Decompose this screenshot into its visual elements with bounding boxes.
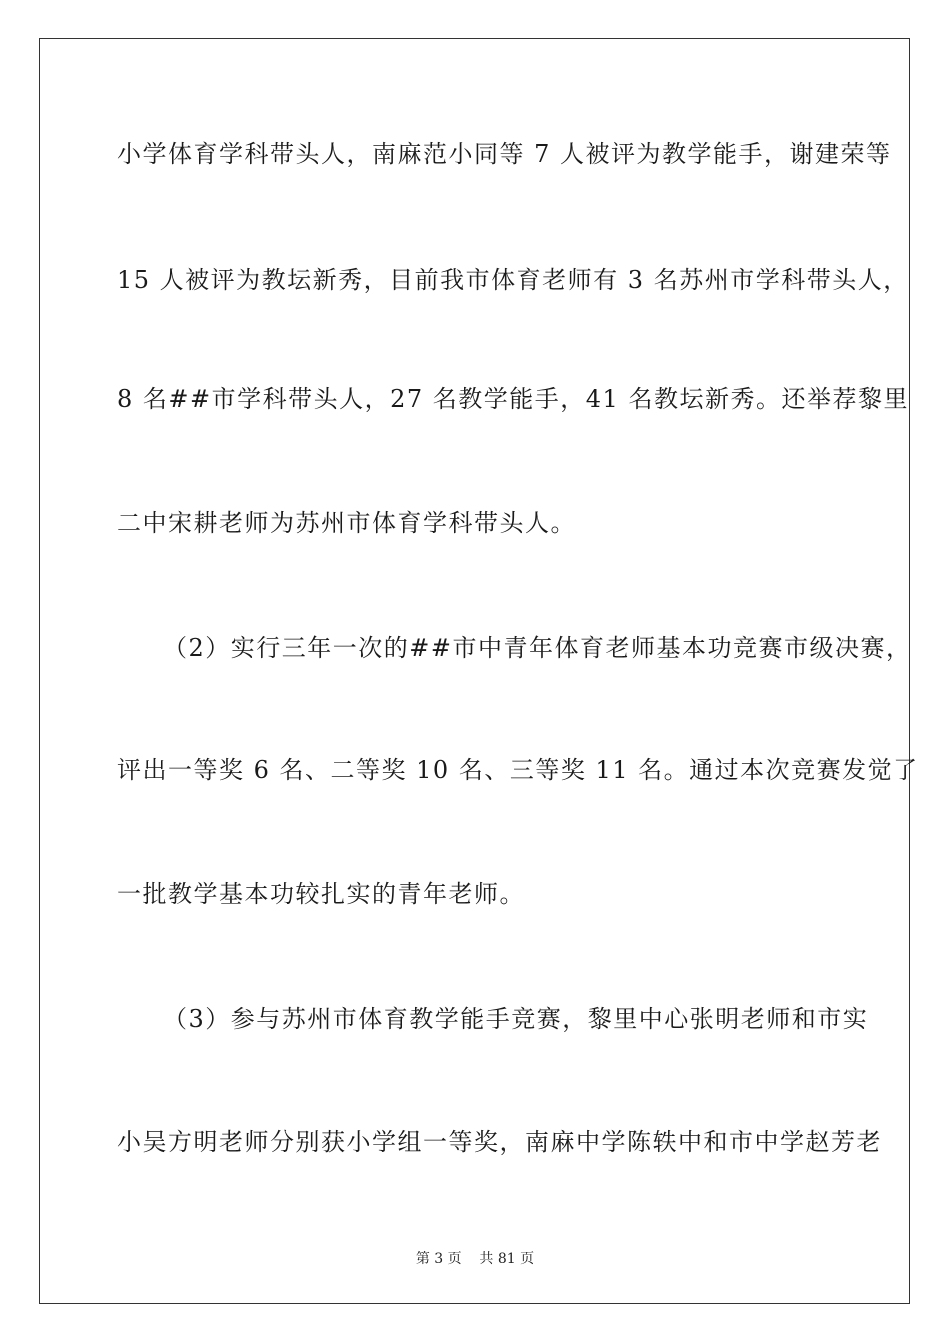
text-line: 小学体育学科带头人，南麻范小同等 7 人被评为教学能手，谢建荣等: [117, 140, 892, 168]
page-number-footer: 第 3 页 共 81 页: [415, 1251, 535, 1267]
text-line: 二中宋耕老师为苏州市体育学科带头人。: [117, 509, 576, 537]
text-line: 8 名##市学科带头人，27 名教学能手，41 名教坛新秀。还举荐黎里: [117, 385, 909, 413]
text-line: 小吴方明老师分别获小学组一等奖，南麻中学陈轶中和市中学赵芳老: [117, 1128, 882, 1156]
text-line: 15 人被评为教坛新秀，目前我市体育老师有 3 名苏州市学科带头人，: [117, 266, 909, 294]
text-line: 一批教学基本功较扎实的青年老师。: [117, 880, 525, 908]
page-border: [39, 38, 919, 1304]
text-line: （3）参与苏州市体育教学能手竞赛，黎里中心张明老师和市实: [163, 1005, 869, 1033]
text-line: （2）实行三年一次的##市中青年体育老师基本功竞赛市级决赛，: [163, 634, 912, 662]
text-line: 评出一等奖 6 名、二等奖 10 名、三等奖 11 名。通过本次竞赛发觉了: [117, 756, 919, 784]
